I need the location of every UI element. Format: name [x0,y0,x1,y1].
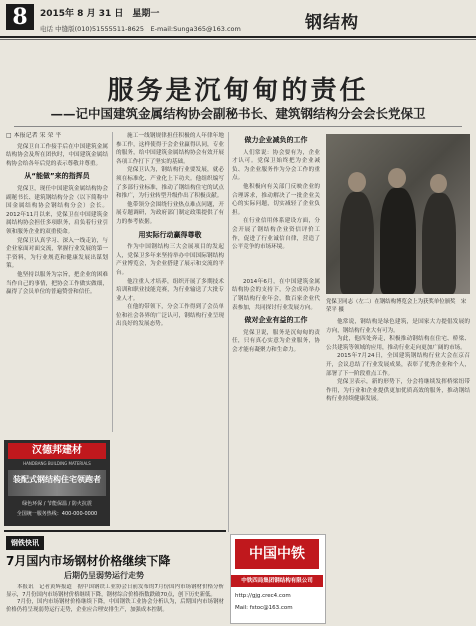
article-column-4 [326,318,470,618]
paragraph: 他积极向有关部门反映企业的合理诉求，推动解决了一批企业关心的实际问题，切实减轻了企业负担。 [232,183,320,216]
paragraph: 在行业信用体系建设方面，分会开展了钢结构企业资信评价工作，促进了行业诚信自律，营造了公平竞争的市场环境。 [232,218,320,251]
paragraph: 他常说，钢结构是绿色建筑，是国家大力提倡发展的方向，钢结构行业大有可为。 [326,319,470,334]
paragraph: 党保卫认为，钢结构行业要发展，就必须在标准化、产业化上下功夫。他组织编写了多部行业标准，推动了钢结构住宅的试点和推广，为行业转型升级作出了积极贡献。 [116,167,224,200]
news-body [6,584,224,624]
paragraph: 在他的带领下，分会工作得到了会员单位和社会各界的广泛认可，钢结构行业呈现出良好的发展态势。 [116,304,224,328]
paragraph: 2014年6月，在中国建筑金属结构协会的支持下，分会成功举办了钢结构行业年会，数百家企业代表参加，共同探讨行业发展方向。 [232,278,320,311]
paragraph: 人们常说：协会要有为，企业才认可。党保卫始终把为企业减负、为企业服务作为分会工作的重点。 [232,149,320,182]
paragraph: 党保卫认真学习、深入一线走访，与企业家面对面交流，掌握行业发展的第一手资料，为行业规范和健康发展出谋划策。 [6,237,108,270]
date-line: 2015年 8 月 31 日 星期一 [40,9,160,19]
paragraph: 党保卫自工作接手后在中国建筑金属结构协会及所在团伙时，中国建筑金属结构协会给各年后党的表示尊敬并尊重。 [6,143,108,167]
article-photo [326,134,470,294]
article-subhead: ——记中国建筑金属结构协会副秘书长、建筑钢结构分会会长党保卫 [50,106,426,121]
ad-title: 装配式钢结构住宅领跑者 [13,475,101,484]
contact-line: 电话 中缝版(010)51555511-8625 E-mail:Sunga365@163.com [40,25,241,33]
subhead-rule [14,126,462,127]
paragraph: 他带领分会围绕行业热点难点问题，开展专题调研，为政府部门制定政策提供了有力的参考依据。 [116,201,224,225]
news-brief-box [4,530,226,624]
ad-logo: 汉德邦建材 [8,443,106,459]
ad-line-2: 全国统一服务热线：400-000-0000 [16,511,98,517]
advertisement-crec [230,534,326,624]
news-subtitle: 后期仍呈弱势运行走势 [64,571,144,580]
header-rule [0,36,476,38]
ad-email[interactable]: Mail: fstoc@163.com [235,605,293,611]
crec-logo: 中国中铁 [235,539,319,569]
paragraph: 7月份，国内市场钢材价格继续下降，中国钢铁工业协会分析认为，后期国内市场钢材价格仍将呈现弱势运行走势，企业应合理安排生产，加强成本控制。 [6,599,224,613]
paragraph: 党保卫说，服务是沉甸甸的责任，只有真心实意为企业服务，协会才能有凝聚力和生命力。 [232,329,320,353]
page-number: 8 [6,4,34,30]
paragraph: 作为中国钢结构三大会展项目的发起人，党保卫多年来坚持举办中国国际钢结构产业博览会，为企业搭建了展示和交流的平台。 [116,244,224,276]
ad-logo-sub: HANDBANG BUILDING MATERIALS [23,461,91,466]
paragraph: 他坚持以服务为宗旨，把企业的困难当作自己的事情，把协会工作做实做细，赢得了会员单位的普遍赞誉和信任。 [6,271,108,296]
section-title: 钢结构 [305,13,359,33]
photo-caption: 党保卫同志（左二）在钢结构博览会上为获奖单位颁奖 宋荣平 摄 [326,299,467,313]
article-column-2 [116,132,224,527]
article-headline: 服务是沉甸甸的责任 [107,76,369,106]
paragraph: 为此，他四处奔走，积极推动钢结构在住宅、桥梁、公共建筑等领域的应用，推动行业走向更加广阔的市场。 [326,336,470,351]
paragraph: 他注重人才培养，组织开展了多期技术培训和职业技能竞赛，为行业输送了大批专业人才。 [116,278,224,302]
paragraph: 本报讯 记者黄辉报道 据中国钢铁工业协会日前发布的7月份国内市场钢材价格分析显示，7月份国内市场钢材价格继续下降，钢材综合价格指数跌破70点，创下历史新低。 [6,584,224,598]
section-subtitle: 做力企业减负的工作 [244,136,308,144]
ad-line-1: 绿色环保 / 节能保温 / 防火抗震 [22,501,92,507]
ad-company-name: 中铁四局集团钢结构有限公司 [241,578,313,584]
paragraph: 党保卫，现任中国建筑金属结构协会副秘书长、建筑钢结构分会（以下简称中国金属结构协会钢结构分会）会长。2012年11月以来，党保卫在中国建筑金属结构协会担任多项职务，肩负着行业引领和服务企业的双重使命。 [6,185,108,235]
ad-website[interactable]: http://gjg.crec4.com [235,593,291,599]
news-title: 7月国内市场钢材价格继续下降 [6,554,171,568]
paragraph: 党保卫表示，新的形势下，分会将继续发挥桥梁纽带作用，为行业和企业提供更加优质高效的服务，推动钢结构行业持续健康发展。 [326,379,470,403]
section-subtitle: 用实际行动赢得尊敬 [138,230,202,239]
paragraph: 施工一线钢规律担任积极的人年律年地参工作，这样使得于会企业赢得认同，专业的服务，给中国建筑金属结构协会有效开展各项工作打下了坚实的基础。 [116,133,224,165]
news-tag: 钢铁快讯 [6,536,44,550]
column-divider [112,132,113,432]
section-subtitle: 做对企业有益的工作 [244,316,308,325]
header-rule-thin [0,39,476,40]
advertisement-handebang [4,440,110,526]
article-byline: □ 本报记者 宋 荣 平 [6,132,62,139]
paragraph: 2015年7月24日，全国建筑钢结构行业大会在京召开，会议总结了行业发展成果，表彰了优秀企业和个人，部署了下一阶段重点工作。 [326,353,470,377]
section-subtitle: 从“能做”来的指挥员 [24,172,90,181]
article-column-1 [6,132,108,437]
column-divider [228,132,229,532]
